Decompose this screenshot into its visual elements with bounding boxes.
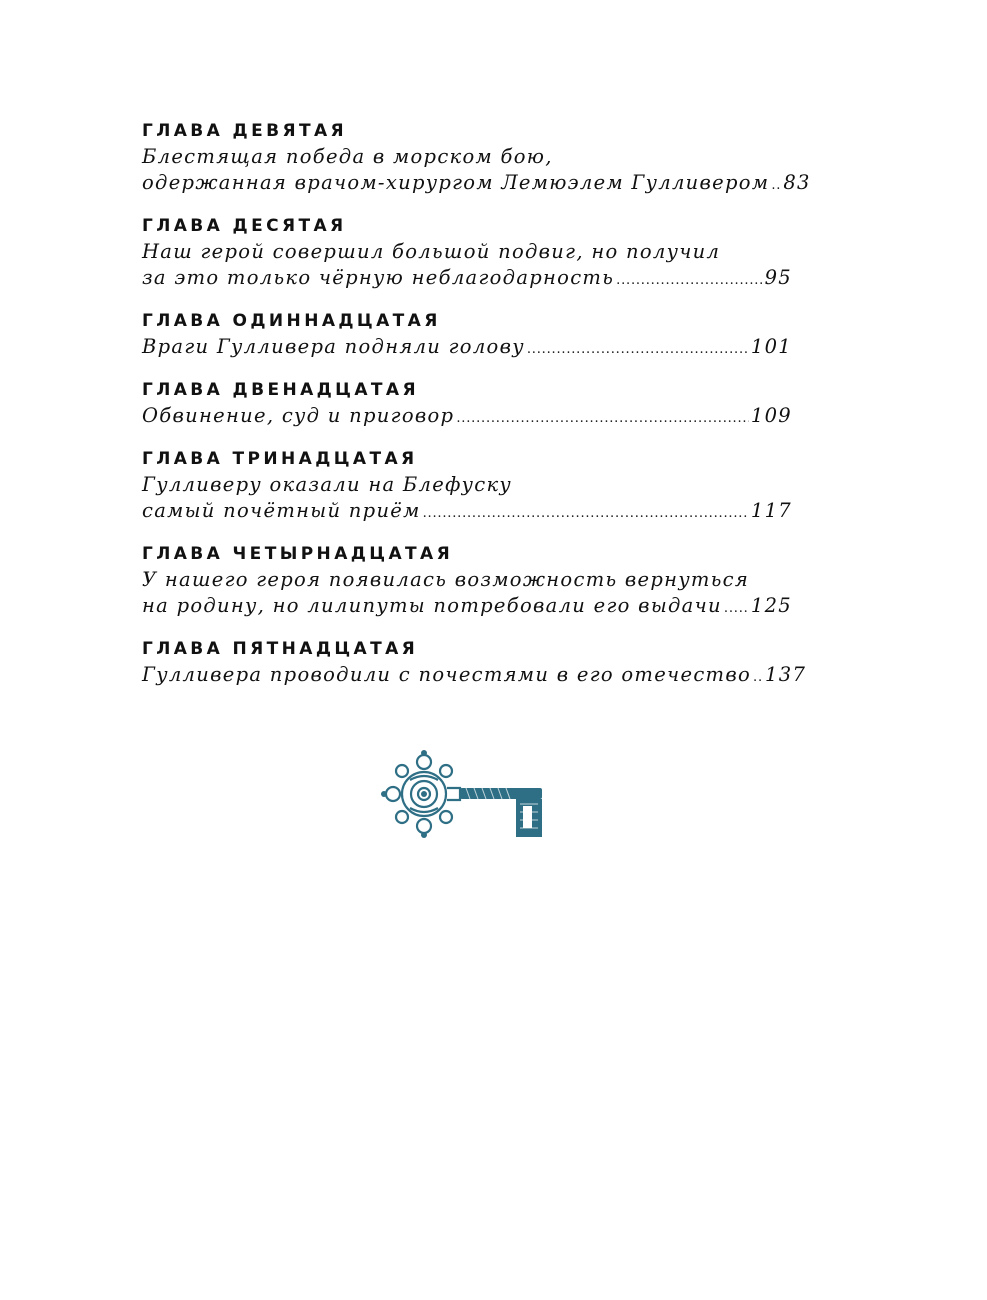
chapter-leader-line	[142, 265, 792, 291]
chapter-leader-line	[142, 498, 792, 524]
chapter-description-line: за это только чёрную неблагодарность	[142, 266, 615, 289]
chapter-description-line: самый почётный приём	[142, 499, 421, 522]
toc-entry-14	[142, 541, 792, 619]
chapter-leader-line	[142, 662, 807, 688]
page-number: 109	[750, 404, 792, 427]
page-number: 125	[750, 594, 792, 617]
page-number: 101	[750, 335, 792, 358]
toc-entry-12	[142, 377, 792, 429]
toc-entry-13	[142, 446, 792, 524]
chapter-description-line: Враги Гулливера подняли голову	[142, 335, 525, 358]
toc-entry-9	[142, 118, 811, 196]
page-number: 95	[764, 266, 792, 289]
toc-entry-11	[142, 308, 792, 360]
key-icon	[380, 742, 558, 846]
chapter-title: ГЛАВА ЧЕТЫРНАДЦАТАЯ	[142, 544, 454, 564]
chapter-title: ГЛАВА ОДИННАДЦАТАЯ	[142, 311, 441, 331]
toc-entry-15	[142, 636, 807, 688]
dot-leader	[724, 593, 749, 622]
dot-leader	[616, 265, 762, 294]
chapter-leader-line	[142, 170, 811, 196]
chapter-leader-line	[142, 403, 792, 429]
chapter-title: ГЛАВА ТРИНАДЦАТАЯ	[142, 449, 418, 469]
page-number: 83	[783, 171, 811, 194]
chapter-title: ГЛАВА ПЯТНАДЦАТАЯ	[142, 639, 419, 659]
dot-leader	[771, 170, 781, 199]
chapter-title: ГЛАВА ДЕСЯТАЯ	[142, 216, 347, 236]
chapter-leader-line	[142, 593, 792, 619]
dot-leader	[527, 334, 749, 363]
chapter-description-line: Гулливера проводили с почестями в его отечество	[142, 663, 752, 686]
table-of-contents	[142, 118, 811, 705]
chapter-title: ГЛАВА ДЕВЯТАЯ	[142, 121, 347, 141]
chapter-description-line: одержанная врачом-хирургом Лемюэлем Гулливером	[142, 171, 770, 194]
chapter-title: ГЛАВА ДВЕНАДЦАТАЯ	[142, 380, 419, 400]
dot-leader	[456, 403, 749, 432]
chapter-description-line: У нашего героя появилась возможность вернуться	[142, 568, 750, 591]
page-number: 137	[765, 663, 807, 686]
chapter-description-line: Наш герой совершил большой подвиг, но получил	[142, 240, 721, 263]
toc-entry-10	[142, 213, 792, 291]
chapter-description-line: Гулливеру оказали на Блефуску	[142, 473, 513, 496]
chapter-description-line: Обвинение, суд и приговор	[142, 404, 455, 427]
chapter-description-line: на родину, но лилипуты потребовали его выдачи	[142, 594, 722, 617]
dot-leader	[753, 662, 763, 691]
chapter-leader-line	[142, 334, 792, 360]
page-number: 117	[750, 499, 792, 522]
chapter-description-line: Блестящая победа в морском бою,	[142, 145, 553, 168]
dot-leader	[423, 498, 749, 527]
